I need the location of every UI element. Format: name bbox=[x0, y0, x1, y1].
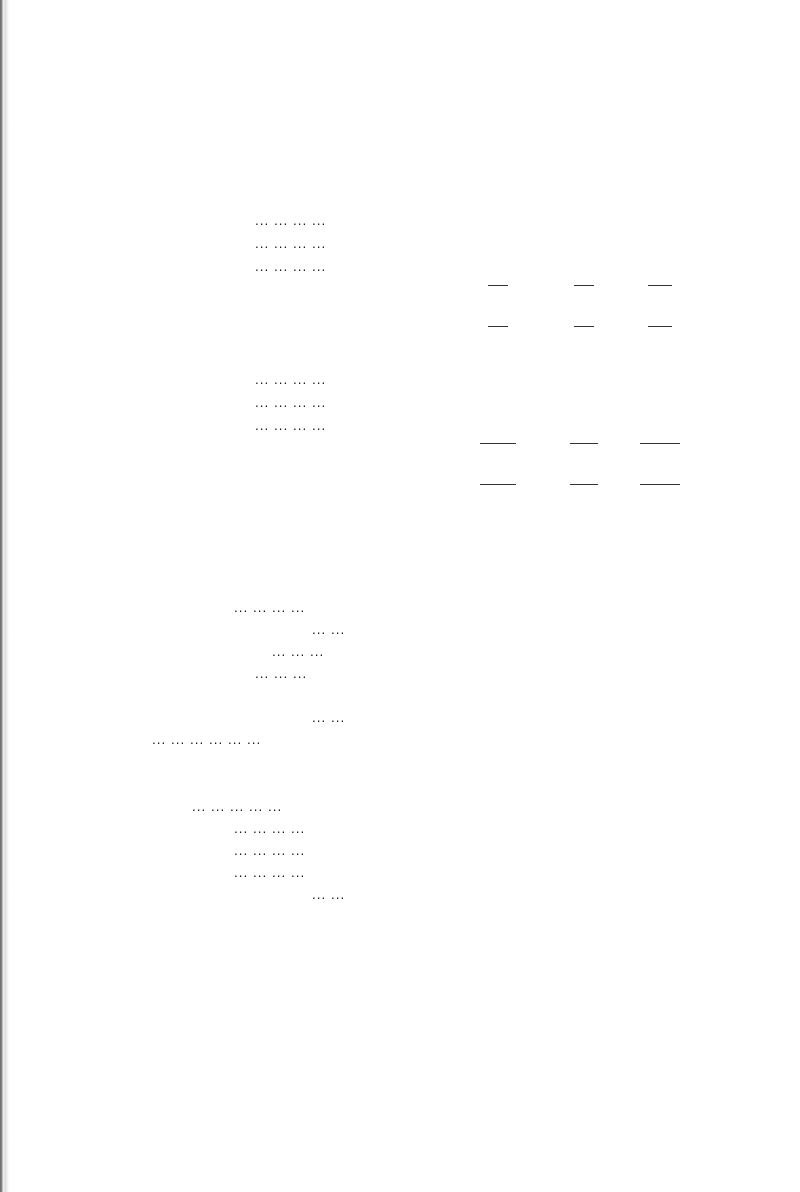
sum-rule bbox=[574, 326, 594, 327]
sum-rule bbox=[640, 443, 680, 444]
table-row bbox=[0, 710, 800, 730]
sum-rule bbox=[488, 285, 508, 286]
leader-dots: ... ... ... bbox=[255, 666, 308, 681]
sum-rule bbox=[488, 326, 508, 327]
sum-rule bbox=[640, 484, 680, 485]
table-row bbox=[0, 395, 800, 415]
referrals-header-row bbox=[0, 168, 800, 188]
own-doctor-heading-row bbox=[0, 346, 800, 366]
sum-rule bbox=[570, 484, 598, 485]
leader-dots: ... ... ... ... bbox=[255, 236, 327, 251]
leader-dots: ... ... ... ... bbox=[255, 259, 327, 274]
leader-dots: ... ... ... ... ... bbox=[192, 799, 283, 814]
table-row bbox=[0, 644, 800, 664]
leader-dots: ... ... bbox=[312, 887, 346, 902]
leader-dots: ... ... ... bbox=[272, 644, 325, 659]
sum-rule bbox=[648, 326, 672, 327]
leader-dots: ... ... ... ... bbox=[255, 213, 327, 228]
sum-rule bbox=[480, 484, 516, 485]
sum-rule bbox=[648, 285, 672, 286]
table-row bbox=[0, 887, 800, 907]
leader-dots: ... ... ... ... bbox=[255, 395, 327, 410]
subtotal-row bbox=[0, 456, 800, 476]
leader-dots: ... ... bbox=[312, 622, 346, 637]
table-row bbox=[0, 688, 800, 708]
table-row bbox=[0, 799, 800, 819]
leader-dots: ... ... ... ... bbox=[234, 865, 306, 880]
sum-rule bbox=[574, 285, 594, 286]
leader-dots: ... ... ... ... bbox=[234, 600, 306, 615]
table-row bbox=[0, 372, 800, 392]
table-row bbox=[0, 213, 800, 233]
general-hospital-heading-row bbox=[0, 188, 800, 208]
table-row bbox=[0, 865, 800, 885]
table-row bbox=[0, 418, 800, 438]
sum-rule bbox=[570, 443, 598, 444]
leader-dots: ... ... ... ... bbox=[255, 372, 327, 387]
table-row bbox=[0, 236, 800, 256]
leader-dots: ... ... ... ... bbox=[255, 418, 327, 433]
leader-dots: ... ... bbox=[312, 710, 346, 725]
table-row bbox=[0, 732, 800, 752]
leader-dots: ... ... ... ... bbox=[234, 843, 306, 858]
table-row bbox=[0, 600, 800, 620]
table-row bbox=[0, 259, 800, 279]
table-row bbox=[0, 622, 800, 642]
conditions-header-row bbox=[0, 580, 800, 600]
leader-dots: ... ... ... ... ... ... bbox=[152, 732, 262, 747]
sum-rule bbox=[480, 443, 516, 444]
table-row bbox=[0, 843, 800, 863]
subtotal-row bbox=[0, 296, 800, 316]
table-row-wrap-2 bbox=[0, 774, 800, 794]
table-row-wrap-1 bbox=[0, 753, 800, 773]
table-row bbox=[0, 666, 800, 686]
leader-dots: ... ... ... ... bbox=[234, 821, 306, 836]
table-row bbox=[0, 821, 800, 841]
